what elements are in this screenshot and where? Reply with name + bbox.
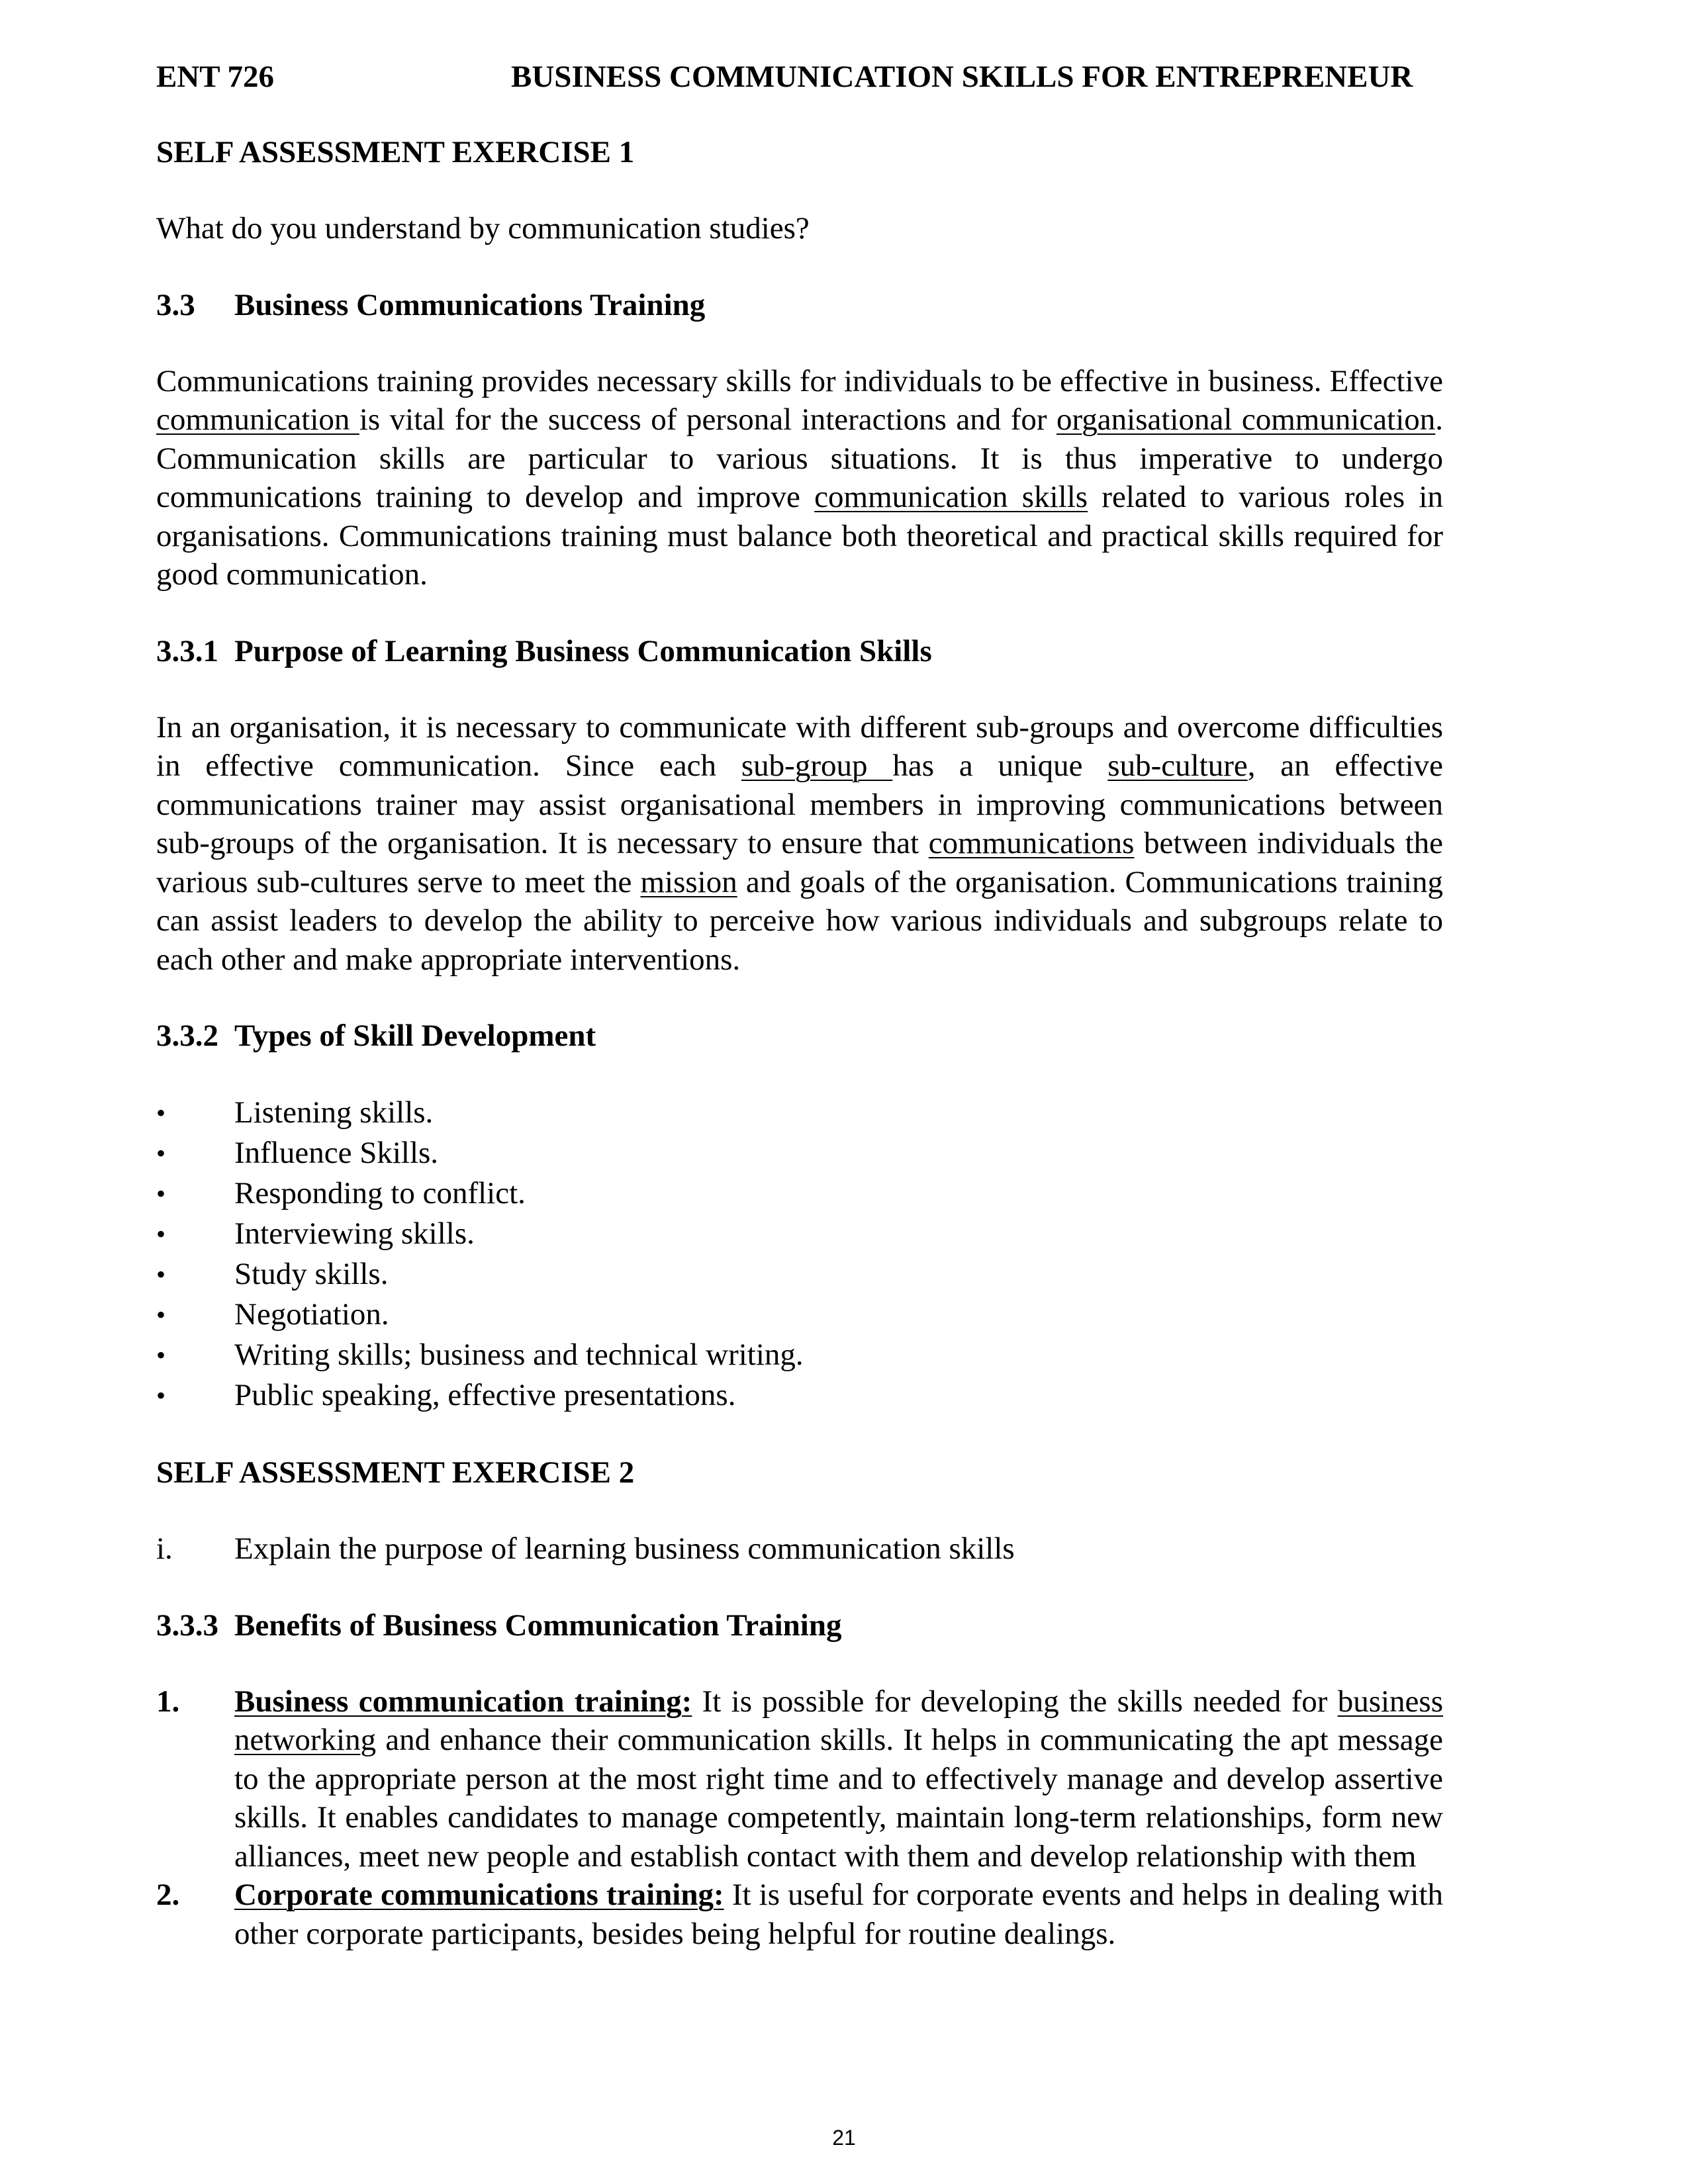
list-item: • Public speaking, effective presentations. bbox=[156, 1375, 1443, 1416]
course-title: BUSINESS COMMUNICATION SKILLS FOR ENTREPRENEUR bbox=[511, 60, 1413, 94]
list-item: • Interviewing skills. bbox=[156, 1214, 1443, 1254]
bullet-icon: • bbox=[156, 1300, 166, 1330]
section-title: Business Communications Training bbox=[234, 287, 706, 322]
question-text: Explain the purpose of learning business communication skills bbox=[234, 1531, 1015, 1566]
exercise-2-question bbox=[156, 1529, 1443, 1569]
exercise-2-heading: SELF ASSESSMENT EXERCISE 2 bbox=[156, 1455, 635, 1490]
section-number: 3.3 bbox=[156, 287, 195, 322]
item-number: 1. bbox=[156, 1684, 180, 1719]
bullet-icon: • bbox=[156, 1098, 166, 1128]
list-item: • Writing skills; business and technical writing. bbox=[156, 1335, 1443, 1375]
exercise-1-question: What do you understand by communication studies? bbox=[156, 211, 810, 246]
bullet-icon: • bbox=[156, 1340, 166, 1370]
link-communications[interactable]: communications bbox=[928, 826, 1135, 860]
section-title: Purpose of Learning Business Communication Skills bbox=[234, 633, 932, 668]
list-item bbox=[156, 1682, 1443, 1876]
bullet-icon: • bbox=[156, 1138, 166, 1168]
list-item bbox=[156, 1876, 1443, 1953]
bullet-icon: • bbox=[156, 1219, 166, 1249]
section-title: Benefits of Business Communication Training bbox=[234, 1608, 842, 1643]
page-content bbox=[156, 132, 1443, 1953]
link-organisational-communication[interactable]: organisational communication bbox=[1056, 402, 1436, 437]
section-3-3-1-paragraph: In an organisation, it is necessary to communicate with different sub-groups and overcome difficulties in effective communication. Since each sub-group has a unique sub-culture, an effective communications trainer may assist organisational members in improving communications between sub-groups of the organisation. It is necessary to ensure that communications between individuals the various sub-cultures serve to meet the mission and goals of the organisation. Communications training can assist leaders to develop the ability to perceive how various individuals and subgroups relate to each other and make appropriate interventions. bbox=[156, 709, 1444, 977]
list-item: • Negotiation. bbox=[156, 1295, 1443, 1335]
exercise-1-heading: SELF ASSESSMENT EXERCISE 1 bbox=[156, 135, 635, 169]
list-item: • Responding to conflict. bbox=[156, 1173, 1443, 1214]
section-3-3-heading bbox=[156, 285, 1443, 325]
list-item: • Study skills. bbox=[156, 1254, 1443, 1295]
link-communication[interactable]: communication bbox=[156, 402, 359, 437]
link-communication-skills[interactable]: communication skills bbox=[814, 480, 1088, 514]
section-number: 3.3.2 bbox=[156, 1019, 218, 1053]
course-code: ENT 726 bbox=[156, 60, 275, 94]
link-mission[interactable]: mission bbox=[640, 864, 737, 899]
section-3-3-paragraph: Communications training provides necessary skills for individuals to be effective in business. Effective communication is vital for the success of personal interactions and for organisational communication. Communication skills are particular to various situations. It is thus imperative to undergo communications training to develop and improve communication skills related to various roles in organisations. Communications training must balance both theoretical and practical skills required for good communication. bbox=[156, 363, 1444, 592]
skill-types-list bbox=[156, 1093, 1443, 1416]
item-term: Business communication training: bbox=[234, 1684, 692, 1719]
benefits-list bbox=[156, 1682, 1443, 1954]
section-number: 3.3.1 bbox=[156, 633, 218, 668]
link-business-networking[interactable]: business networking bbox=[234, 1684, 1443, 1757]
section-number: 3.3.3 bbox=[156, 1608, 218, 1643]
section-3-3-2-heading bbox=[156, 1016, 1443, 1056]
item-number: 2. bbox=[156, 1878, 180, 1912]
bullet-icon: • bbox=[156, 1259, 166, 1289]
bullet-icon: • bbox=[156, 1179, 166, 1208]
question-number: i. bbox=[156, 1531, 173, 1566]
list-item: • Influence Skills. bbox=[156, 1133, 1443, 1173]
section-3-3-3-heading bbox=[156, 1606, 1443, 1645]
section-3-3-1-heading bbox=[156, 631, 1443, 671]
page-number: 21 bbox=[832, 2126, 856, 2150]
link-sub-group[interactable]: sub-group bbox=[741, 749, 893, 783]
list-item: • Listening skills. bbox=[156, 1093, 1443, 1133]
link-sub-culture[interactable]: sub-culture bbox=[1107, 749, 1248, 783]
item-term: Corporate communications training: bbox=[234, 1878, 724, 1912]
item-body: Corporate communications training: It is useful for corporate events and helps in dealing with other corporate participants, besides being helpful for routine dealings. bbox=[234, 1878, 1444, 1951]
bullet-icon: • bbox=[156, 1381, 166, 1410]
section-title: Types of Skill Development bbox=[234, 1019, 596, 1053]
item-body: Business communication training: It is possible for developing the skills needed for business networking and enhance their communication skills. It helps in communicating the apt message to the appropriate person at the most right time and to effectively manage and develop assertive skills. It enables candidates to manage competently, maintain long-term relationships, form new alliances, meet new people and establish contact with them and develop relationship with them bbox=[234, 1684, 1443, 1874]
